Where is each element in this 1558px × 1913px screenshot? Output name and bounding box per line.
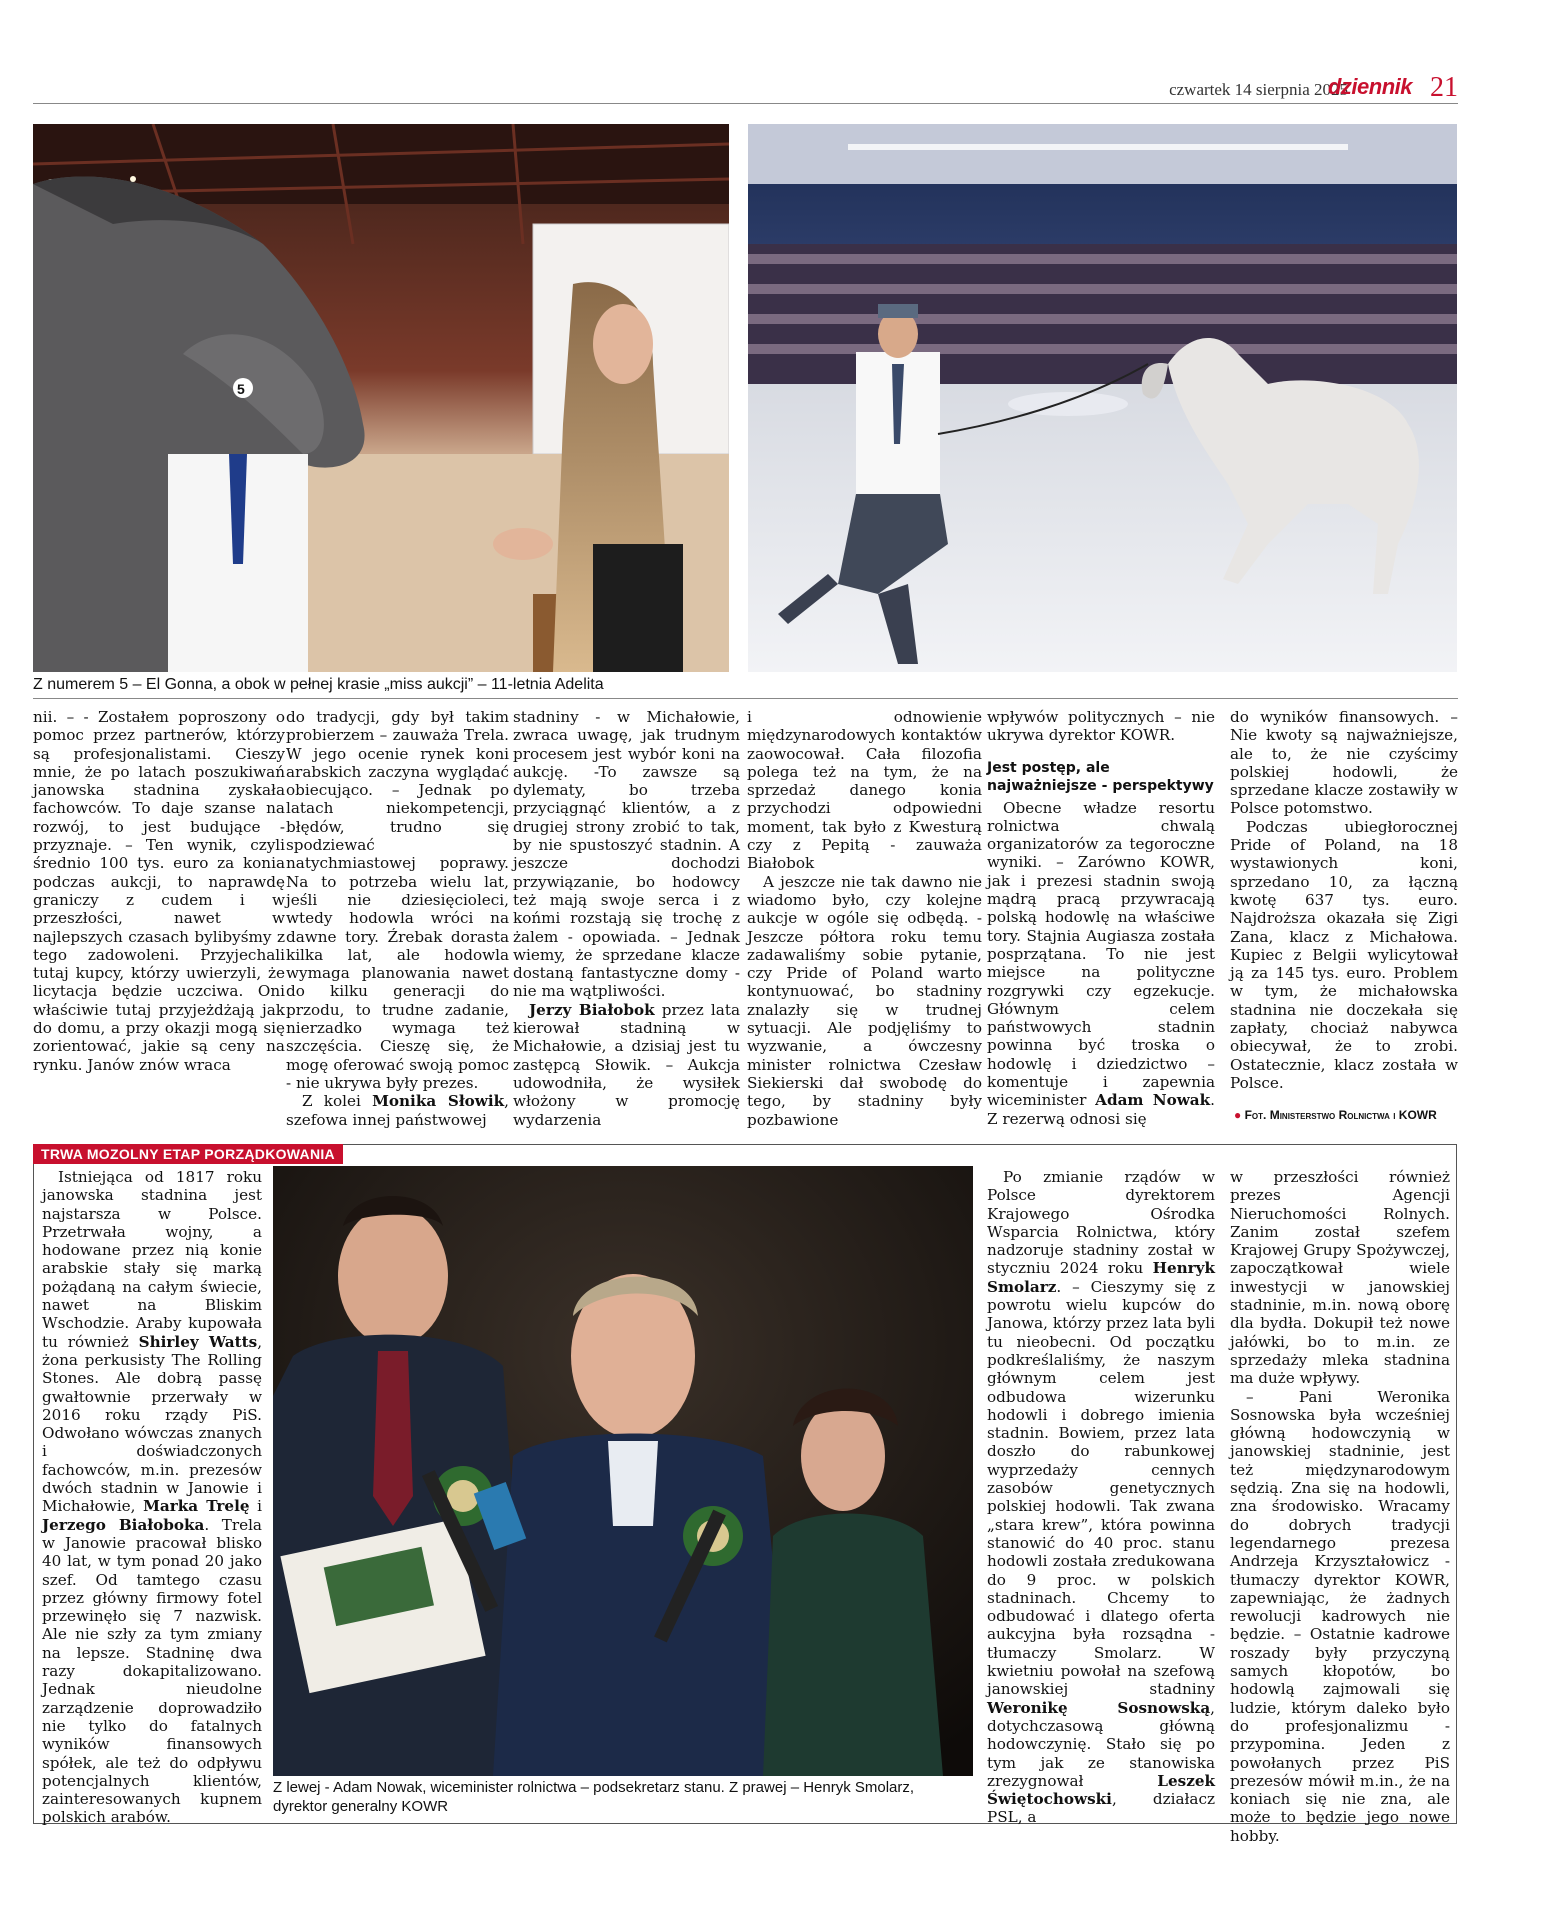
box-column-2: Po zmianie rządów w Polsce dyrektorem Krajowego Ośrodka Wsparcia Rolnictwa, który nadzoruje stadniny został w styczniu 2024 roku Henryk Smolarz. – Cieszymy się z powrotu wielu kupców do Janowa, którzy przez lata byli tu nieobecni. Od początku podkreślaliśmy, że naszym głównym celem jest odbudowa wizerunku hodowli i dobrego imienia stadnin. Bowiem, przez lata doszło do rabunkowej wyprzedaży cennych zasobów genetycznych polskiej hodowli. Tak zwana „stara krew”, która powinna stanowić do 40 proc. stanu hodowli została zredukowana do 9 proc. w polskich stadninach. Chcemy to odbudować i dlatego oferta aukcyjna była rozsądna - tłumaczy Smolarz. W kwietniu powołał na szefową janowskiej stadniny Weronikę Sosnowską, dotychczasową główną hodowczynię. Stało się po tym jak ze stanowiska zrezygnował Leszek Świętochowski, działacz PSL, a <box>987 1168 1215 1827</box>
top-photo-caption: Z numerem 5 – El Gonna, a obok w pełnej krasie „miss aukcji” – 11-letnia Adelita <box>33 676 604 693</box>
article-column-5: wpływów politycznych – nie ukrywa dyrektor KOWR. Jest postęp, ale najważniejsze - perspektywy Obecne władze resortu rolnictwa chwalą organizatorów za tegoroczne wyniki. – Zarówno KOWR, jak i prezesi stadnin swoją mądrą pracą przywracają polską hodowlę na właściwe tory. Stajnia Augiasza została posprzątana. To nie jest miejsce na polityczne rozgrywki czy egzekucje. Głównym celem państwowych stadnin powinna być troska o hodowlę i dziedzictwo – komentuje i zapewnia wiceminister Adam Nowak. Z rezerwą odnosi się <box>987 708 1215 1128</box>
horse-number-tag: 5 <box>237 381 245 397</box>
article-column-6: do wyników finansowych. – Nie kwoty są najważniejsze, ale to, że nie czyścimy polskiej hodowli, że sprzedane klacze zostawiły w Polsce potomstwo. Podczas ubiegłorocznej Pride of Poland, na 18 wystawionych koni, sprzedano 10, za łączną kwotę 637 tys. euro. Najdroższa okazała się Zigi Zana, klacz z Michałowa. Kupiec z Belgii wylicytował ją za 145 tys. euro. Problem w tym, że michałowska stadnina nie doczekała się zapłaty, chociaż nabywca obiecywał, że to zrobi. Ostatecznie, klacz została w Polsce. <box>1230 708 1458 1092</box>
article-column-1: nii. – - Zostałem poproszony o pomoc przez partnerów, którzy są profesjonalistami. Cieszy mnie, że po latach poszukiwań janowska stadnina zyskała fachowców. To daje szanse na rozwój, to jest budujące - przyznaje. – Ten wynik, czyli średnio 100 tys. euro za konia podczas aukcji, to naprawdę graniczy z cudem i w przeszłości, nawet w najlepszych czasach bylibyśmy z tego zadowoleni. Przyjechali tutaj kupcy, którzy uwierzyli, że licytacja będzie uczciwa. Oni właściwie tutaj przyjeżdżają jak do domu, a przy okazji mogą się zorientować, jakie są ceny na rynku. Janów znów wraca <box>33 708 285 1074</box>
article-column-3: stadniny - w Michałowie, zwraca uwagę, jak trudnym procesem jest wybór koni na aukcję. -To zawsze są dylematy, bo trzeba przyciągnąć klientów, a z drugiej strony zrobić to tak, by nie spustoszyć stadnin. A jeszcze dochodzi przywiązanie, bo hodowcy też mają swoje serca i z końmi rozstają się trochę z żalem - opowiada. – Jednak wiemy, że sprzedane klacze dostaną fantastyczne domy - nie ma wątpliwości. Jerzy Białobok przez lata kierował stadniną w Michałowie, a dzisiaj jest tu zastępcą Słowik. – Aukcja udowodniła, że wysiłek włożony w promocję wydarzenia <box>513 708 741 1129</box>
photo-el-gonna-adelita <box>33 124 729 672</box>
section-subhead: Jest postęp, ale najważniejsze - perspektywy <box>987 759 1214 794</box>
box-column-1: Istniejąca od 1817 roku janowska stadnina jest najstarsza w Polsce. Przetrwała wojny, a hodowane przez nią konie arabskie stały się marką pożądaną na całym świecie, nawet na Bliskim Wschodzie. Araby kupowała tu również Shirley Watts, żona perkusisty The Rolling Stones. Ale dobrą passę gwałtownie przerwały w 2016 roku rządy PiS. Odwołano wówczas znanych i doświadczonych fachowców, m.in. prezesów dwóch stadnin w Janowie i Michałowie, Marka Trelę i Jerzego Białoboka. Trela w Janowie pracował blisko 40 lat, w tym ponad 20 jako szef. Od tamtego czasu przez główny firmowy fotel przewinęło się 7 nazwisk. Ale nie szły za tym zmiany na lepsze. Stadninę dwa razy dokapitalizowano. Jednak nieudolne zarządzenie doprowadziło nie tylko do fatalnych wyników finansowych spółek, ale też do odpływu potencjalnych klientów, zainteresowanych kupnem polskich arabów. <box>42 1168 263 1827</box>
newspaper-logo: dziennik <box>1327 74 1412 99</box>
photo-nowak-smolarz <box>273 1166 973 1776</box>
article-column-2: do tradycji, gdy był takim probierzem – zauważa Trela. W jego ocenie rynek koni arabskich zaczyna wyglądać obiecująco. – Jednak po latach niekompetencji, błędów, trudno się spodziewać natychmiastowej poprawy. Na to potrzeba wielu lat, jeśli nie dziesięcioleci, wtedy hodowla wróci na dawne tory. Źrebak dorasta kilka lat, ale hodowla wymaga planowania nawet do kilku generacji do przodu, to trudne zadanie, nierzadko wymaga też szczęścia. Cieszę się, że mogę oferować swoją pomoc - nie ukrywa były prezes. Z kolei Monika Słowik, szefowa innej państwowej <box>286 708 509 1129</box>
issue-date: czwartek 14 sierpnia 2025 <box>1169 80 1348 99</box>
photo-credit: ● Fot. Ministerstwo Rolnictwa i KOWR <box>1234 1108 1437 1122</box>
bottom-photo-caption: Z lewej - Adam Nowak, wiceminister rolnictwa – podsekretarz stanu. Z prawej – Henryk Smolarz, dyrektor generalny KOWR <box>273 1779 915 1815</box>
caption-rule <box>33 698 1458 699</box>
box-column-3: w przeszłości również prezes Agencji Nieruchomości Rolnych. Zanim został szefem Krajowej Grupy Spożywczej, zapoczątkował wiele inwestycji w janowskiej stadninie, m.in. nową oborę dla bydła. Dokupił też nowe jałówki, bo to m.in. ze sprzedaży mleka stadnina ma duże wpływy. – Pani Weronika Sosnowska była wcześniej główną hodowczynią w janowskiej stadninie, jest też międzynarodowym sędzią. Zna się na hodowli, zna środowisko. Wracamy do dobrych tradycji legendarnego prezesa Andrzeja Krzyształowicz - tłumaczy dyrektor KOWR, zapewniając, że żadnych rewolucji kadrowych nie będzie. – Ostatnie kadrowe roszady były przyczyną samych kłopotów, bo hodowlą zajmowali się ludzie, którym daleko było do profesjonalizmu - przypomina. Jeden z powołanych przez PiS prezesów mówił m.in., że na koniach się nie zna, ale może to będzie jego nowe hobby. <box>1230 1168 1450 1845</box>
page-header <box>33 72 1458 104</box>
article-column-4: i odnowienie międzynarodowych kontaktów zaowocował. Cała filozofia polega też na tym, że na sprzedaż danego konia przychodzi odpowiedni moment, tak było z Kwesturą czy z Pepitą - zauważa Białobok A jeszcze nie tak dawno nie wiadomo było, czy kolejne aukcje w ogóle się odbędą. -Jeszcze półtora roku temu zadawaliśmy sobie pytanie, czy Pride of Poland warto kontynuować, bo stadniny znalazły się w trudnej sytuacji. Ale podjęliśmy to wyzwanie, a ówczesny minister rolnictwa Czesław Siekierski dał swobodę do tego, by stadniny były pozbawione <box>747 708 982 1129</box>
page-number: 21 <box>1430 72 1458 103</box>
photo-auction-arena <box>748 124 1457 672</box>
box-label: TRWA MOZOLNY ETAP PORZĄDKOWANIA <box>33 1144 343 1164</box>
